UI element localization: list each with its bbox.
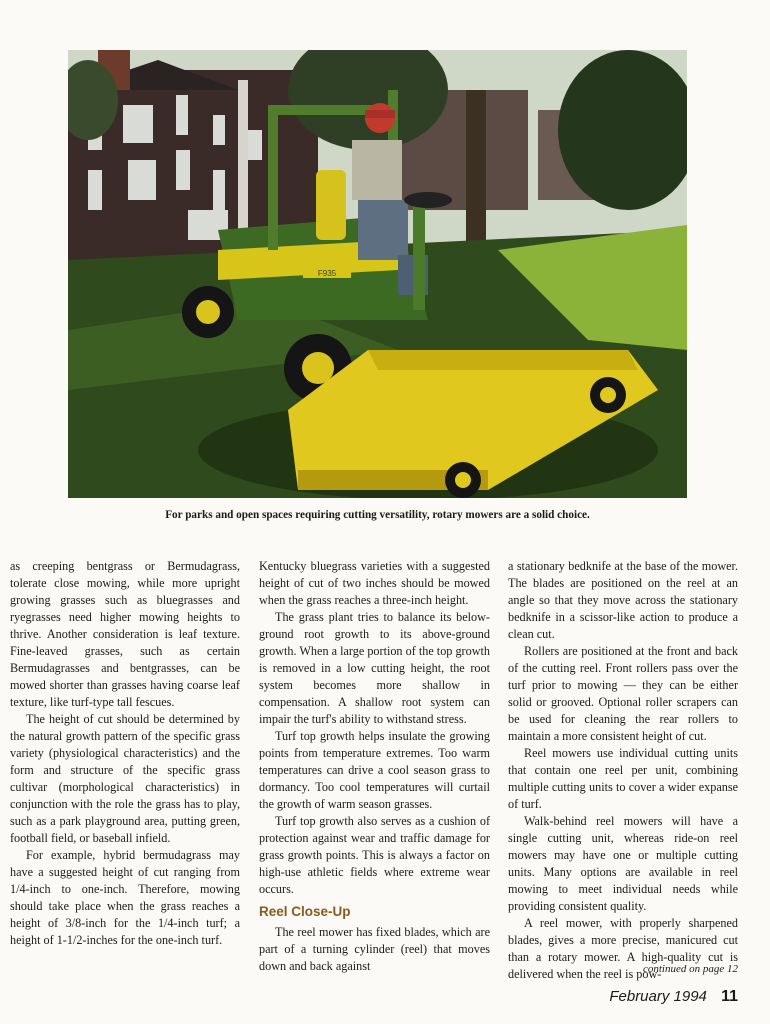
column-3-paragraph: Walk-behind reel mowers will have a single cutting unit, whereas ride-on reel mowers may have one or multiple cutting units. Many options are available in reel mowing to meet individual needs while providing consistent quality. [508,814,738,913]
column-1 [10,558,240,949]
column-3-paragraph: Rollers are positioned at the front and back of the cutting reel. Front rollers pass over the turf prior to mowing — they can be either solid or grooved. Optional roller scrapers can be used for cleaning the rear rollers to maintain a more consistent height of cut. [508,644,738,743]
column-3-paragraph: Reel mowers use individual cutting units that contain one reel per unit, combining multiple cutting units to cover a wider expanse of turf. [508,746,738,811]
column-3-paragraph: A reel mower, with properly sharpened blades, gives a more precise, manicured cut than a rotary mower. A high-quality cut is delivered when the reel is pow- [508,916,738,981]
page-number: 11 [721,988,738,1005]
column-3-paragraph: a stationary bedknife at the base of the mower. The blades are positioned on the reel at an angle so that they move across the stationary bedknife in a scissor-like action to produce a clean cut. [508,559,738,641]
column-3 [508,558,738,983]
column-2-paragraph: Kentucky bluegrass varieties with a suggested height of cut of two inches should be mowed when the grass reaches a three-inch height. [259,559,490,607]
continued-note: continued on page 12 [642,963,738,975]
column-1-paragraph: For example, hybrid bermudagrass may have a suggested height of cut ranging from 1/4-inch to one-inch. Therefore, mowing should take place when the grass reaches a height of 3/8-inch for the 1/4-inch turf; a height of 1-1/2-inches for the one-inch turf. [10,848,240,947]
column-1-paragraph: The height of cut should be determined by the natural growth pattern of the specific grass variety (physiological characteristics) and the form and structure of the specific grass cultivar (morphological characteristics) in conjunction with the role the grass has to play, such as a park playground area, putting green, football field, or baseball infield. [10,712,240,845]
mower-model-label: F935 [317,269,337,278]
issue-date: February 1994 [609,988,707,1005]
photo-caption: For parks and open spaces requiring cutting versatility, rotary mowers are a solid choice. [165,509,590,521]
page-footer [609,988,738,1006]
mower-photo [68,50,687,498]
column-1-paragraph: as creeping bentgrass or Bermudagrass, tolerate close mowing, while more upright growing grasses such as bluegrasses and ryegrasses need higher mowing heights to thrive. Another consideration is leaf texture. Fine-leaved grasses, such as certain Bermudagrasses and bentgrasses, can be mowed shorter than grasses having coarse leaf texture, like turf-type tall fescues. [10,559,240,709]
column-2-paragraph: The grass plant tries to balance its below-ground root growth to its above-ground growth. When a large portion of the top growth is removed in a low cutting height, the root system becomes more shallow in compensation. A shallow root system can impair the turf's ability to withstand stress. [259,610,490,726]
column-2-paragraph: Turf top growth also serves as a cushion of protection against wear and traffic damage for grass growth points. This is always a factor on high-use athletic fields where extreme wear occurs. [259,814,490,896]
column-2 [259,558,490,975]
column-2-paragraph: Turf top growth helps insulate the growing points from temperature extremes. Too warm temperatures can drive a cool season grass to dormancy. Too cool temperatures will curtail the growth of warm season grasses. [259,729,490,811]
column-2-paragraph: The reel mower has fixed blades, which are part of a turning cylinder (reel) that moves down and back against [259,925,490,973]
section-subhead: Reel Close-Up [259,904,351,919]
